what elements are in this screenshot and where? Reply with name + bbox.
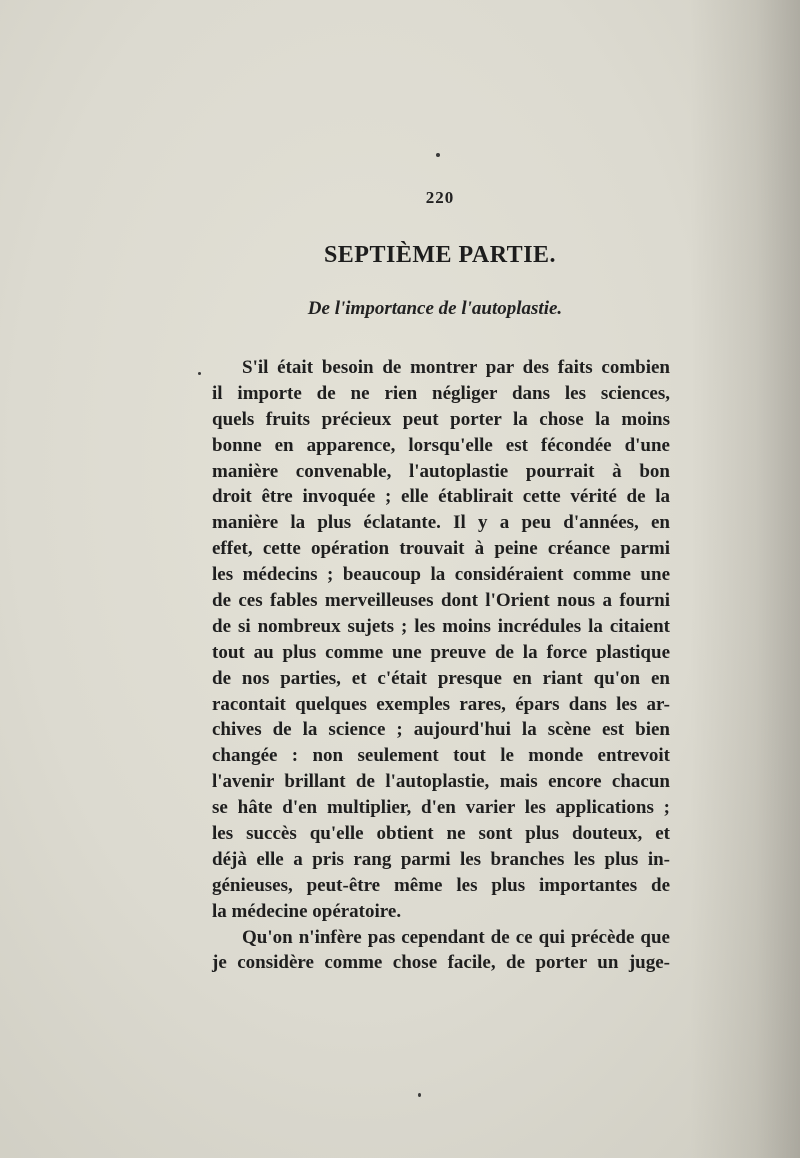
text-line: tout au plus comme une preuve de la force plastique <box>212 641 670 663</box>
text-line: droit être invoquée ; elle établirait cette vérité de la <box>212 486 670 508</box>
text-line: manière convenable, l'autoplastie pourrait à bon <box>212 460 670 482</box>
section-title: SEPTIÈME PARTIE. <box>323 242 557 268</box>
text-line: bonne en apparence, lorsqu'elle est fécondée d'une <box>212 434 670 456</box>
text-line: manière la plus éclatante. Il y a peu d'années, en <box>212 512 670 534</box>
page-edge-shadow <box>690 0 800 1158</box>
ink-speck <box>436 153 440 157</box>
text-line: déjà elle a pris rang parmi les branches les plus in- <box>212 848 670 870</box>
ink-speck <box>418 1093 421 1097</box>
text-line: Qu'on n'infère pas cependant de ce qui précède que <box>242 926 670 948</box>
text-line: changée : non seulement tout le monde entrevoit <box>212 745 670 767</box>
text-line: racontait quelques exemples rares, épars dans les ar- <box>212 693 670 715</box>
text-line: il importe de ne rien négliger dans les sciences, <box>212 382 670 404</box>
text-line: les succès qu'elle obtient ne sont plus douteux, et <box>212 823 670 845</box>
ink-speck <box>198 372 201 375</box>
text-line: je considère comme chose facile, de porter un juge- <box>212 952 670 974</box>
text-line: se hâte d'en multiplier, d'en varier les applications ; <box>212 797 670 819</box>
text-line: les médecins ; beaucoup la considéraient comme une <box>212 564 670 586</box>
page-number: 220 <box>425 188 455 207</box>
body-text <box>212 355 670 976</box>
text-line: génieuses, peut-être même les plus importantes de <box>212 874 670 896</box>
text-line: la médecine opératoire. <box>212 900 402 922</box>
section-subtitle: De l'importance de l'autoplastie. <box>307 298 563 319</box>
text-line: chives de la science ; aujourd'hui la scène est bien <box>212 719 670 741</box>
text-line: quels fruits précieux peut porter la chose la moins <box>212 408 670 430</box>
text-line: de si nombreux sujets ; les moins incrédules la citaient <box>212 615 670 637</box>
text-line: de nos parties, et c'était presque en riant qu'on en <box>212 667 670 689</box>
text-line: S'il était besoin de montrer par des faits combien <box>242 357 670 378</box>
text-line: effet, cette opération trouvait à peine créance parmi <box>212 538 670 560</box>
text-line: de ces fables merveilleuses dont l'Orient nous a fourni <box>212 590 670 612</box>
text-line: l'avenir brillant de l'autoplastie, mais encore chacun <box>212 771 670 793</box>
